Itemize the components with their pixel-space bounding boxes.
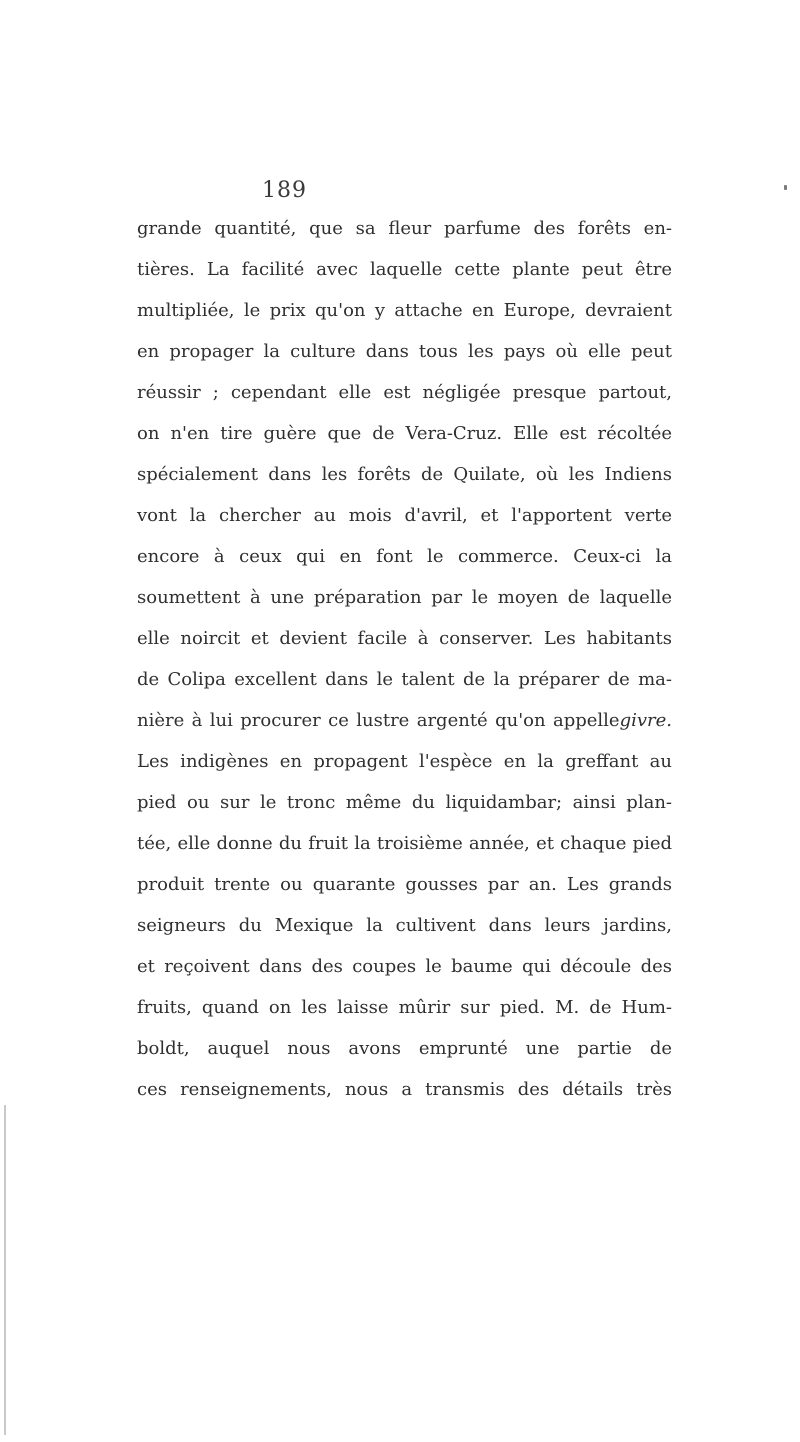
text-line: fruits, quand on les laisse mûrir sur pied. M. de Hum- <box>137 997 672 1018</box>
text-line: et reçoivent dans des coupes le baume qui découle des <box>137 956 672 977</box>
text-line: de Colipa excellent dans le talent de la préparer de ma- <box>137 669 672 690</box>
text-line: tières. La facilité avec laquelle cette plante peut être <box>137 259 672 280</box>
text-line: pied ou sur le tronc même du liquidambar; ainsi plan- <box>137 792 672 813</box>
text-line: réussir ; cependant elle est négligée presque partout, <box>137 382 672 403</box>
text-line: boldt, auquel nous avons emprunté une partie de <box>137 1038 672 1059</box>
text-line: tée, elle donne du fruit la troisième année, et chaque pied <box>137 833 672 854</box>
text-line-start: nière à lui procurer ce lustre argenté qu'on appelle <box>137 710 620 731</box>
text-line: elle noircit et devient facile à conserver. Les habitants <box>137 628 672 649</box>
text-line: grande quantité, que sa fleur parfume des forêts en- <box>137 218 672 239</box>
text-line: en propager la culture dans tous les pays où elle peut <box>137 341 672 362</box>
scan-edge-shadow <box>4 1105 6 1435</box>
text-line-with-italic <box>137 700 672 741</box>
text-line: multipliée, le prix qu'on y attache en Europe, devraient <box>137 300 672 321</box>
text-line: spécialement dans les forêts de Quilate, où les Indiens <box>137 464 672 485</box>
text-line: Les indigènes en propagent l'espèce en la greffant au <box>137 751 672 772</box>
body-text <box>137 208 672 1110</box>
ink-speck <box>784 185 787 190</box>
text-line: soumettent à une préparation par le moyen de laquelle <box>137 587 672 608</box>
text-line: on n'en tire guère que de Vera-Cruz. Elle est récoltée <box>137 423 672 444</box>
italic-term: givre. <box>619 710 672 731</box>
text-line: encore à ceux qui en font le commerce. Ceux-ci la <box>137 546 672 567</box>
text-line: ces renseignements, nous a transmis des détails très <box>137 1079 672 1100</box>
page-number: 189 <box>262 178 307 203</box>
text-line: produit trente ou quarante gousses par an. Les grands <box>137 874 672 895</box>
text-line: seigneurs du Mexique la cultivent dans leurs jardins, <box>137 915 672 936</box>
text-line: vont la chercher au mois d'avril, et l'apportent verte <box>137 505 672 526</box>
